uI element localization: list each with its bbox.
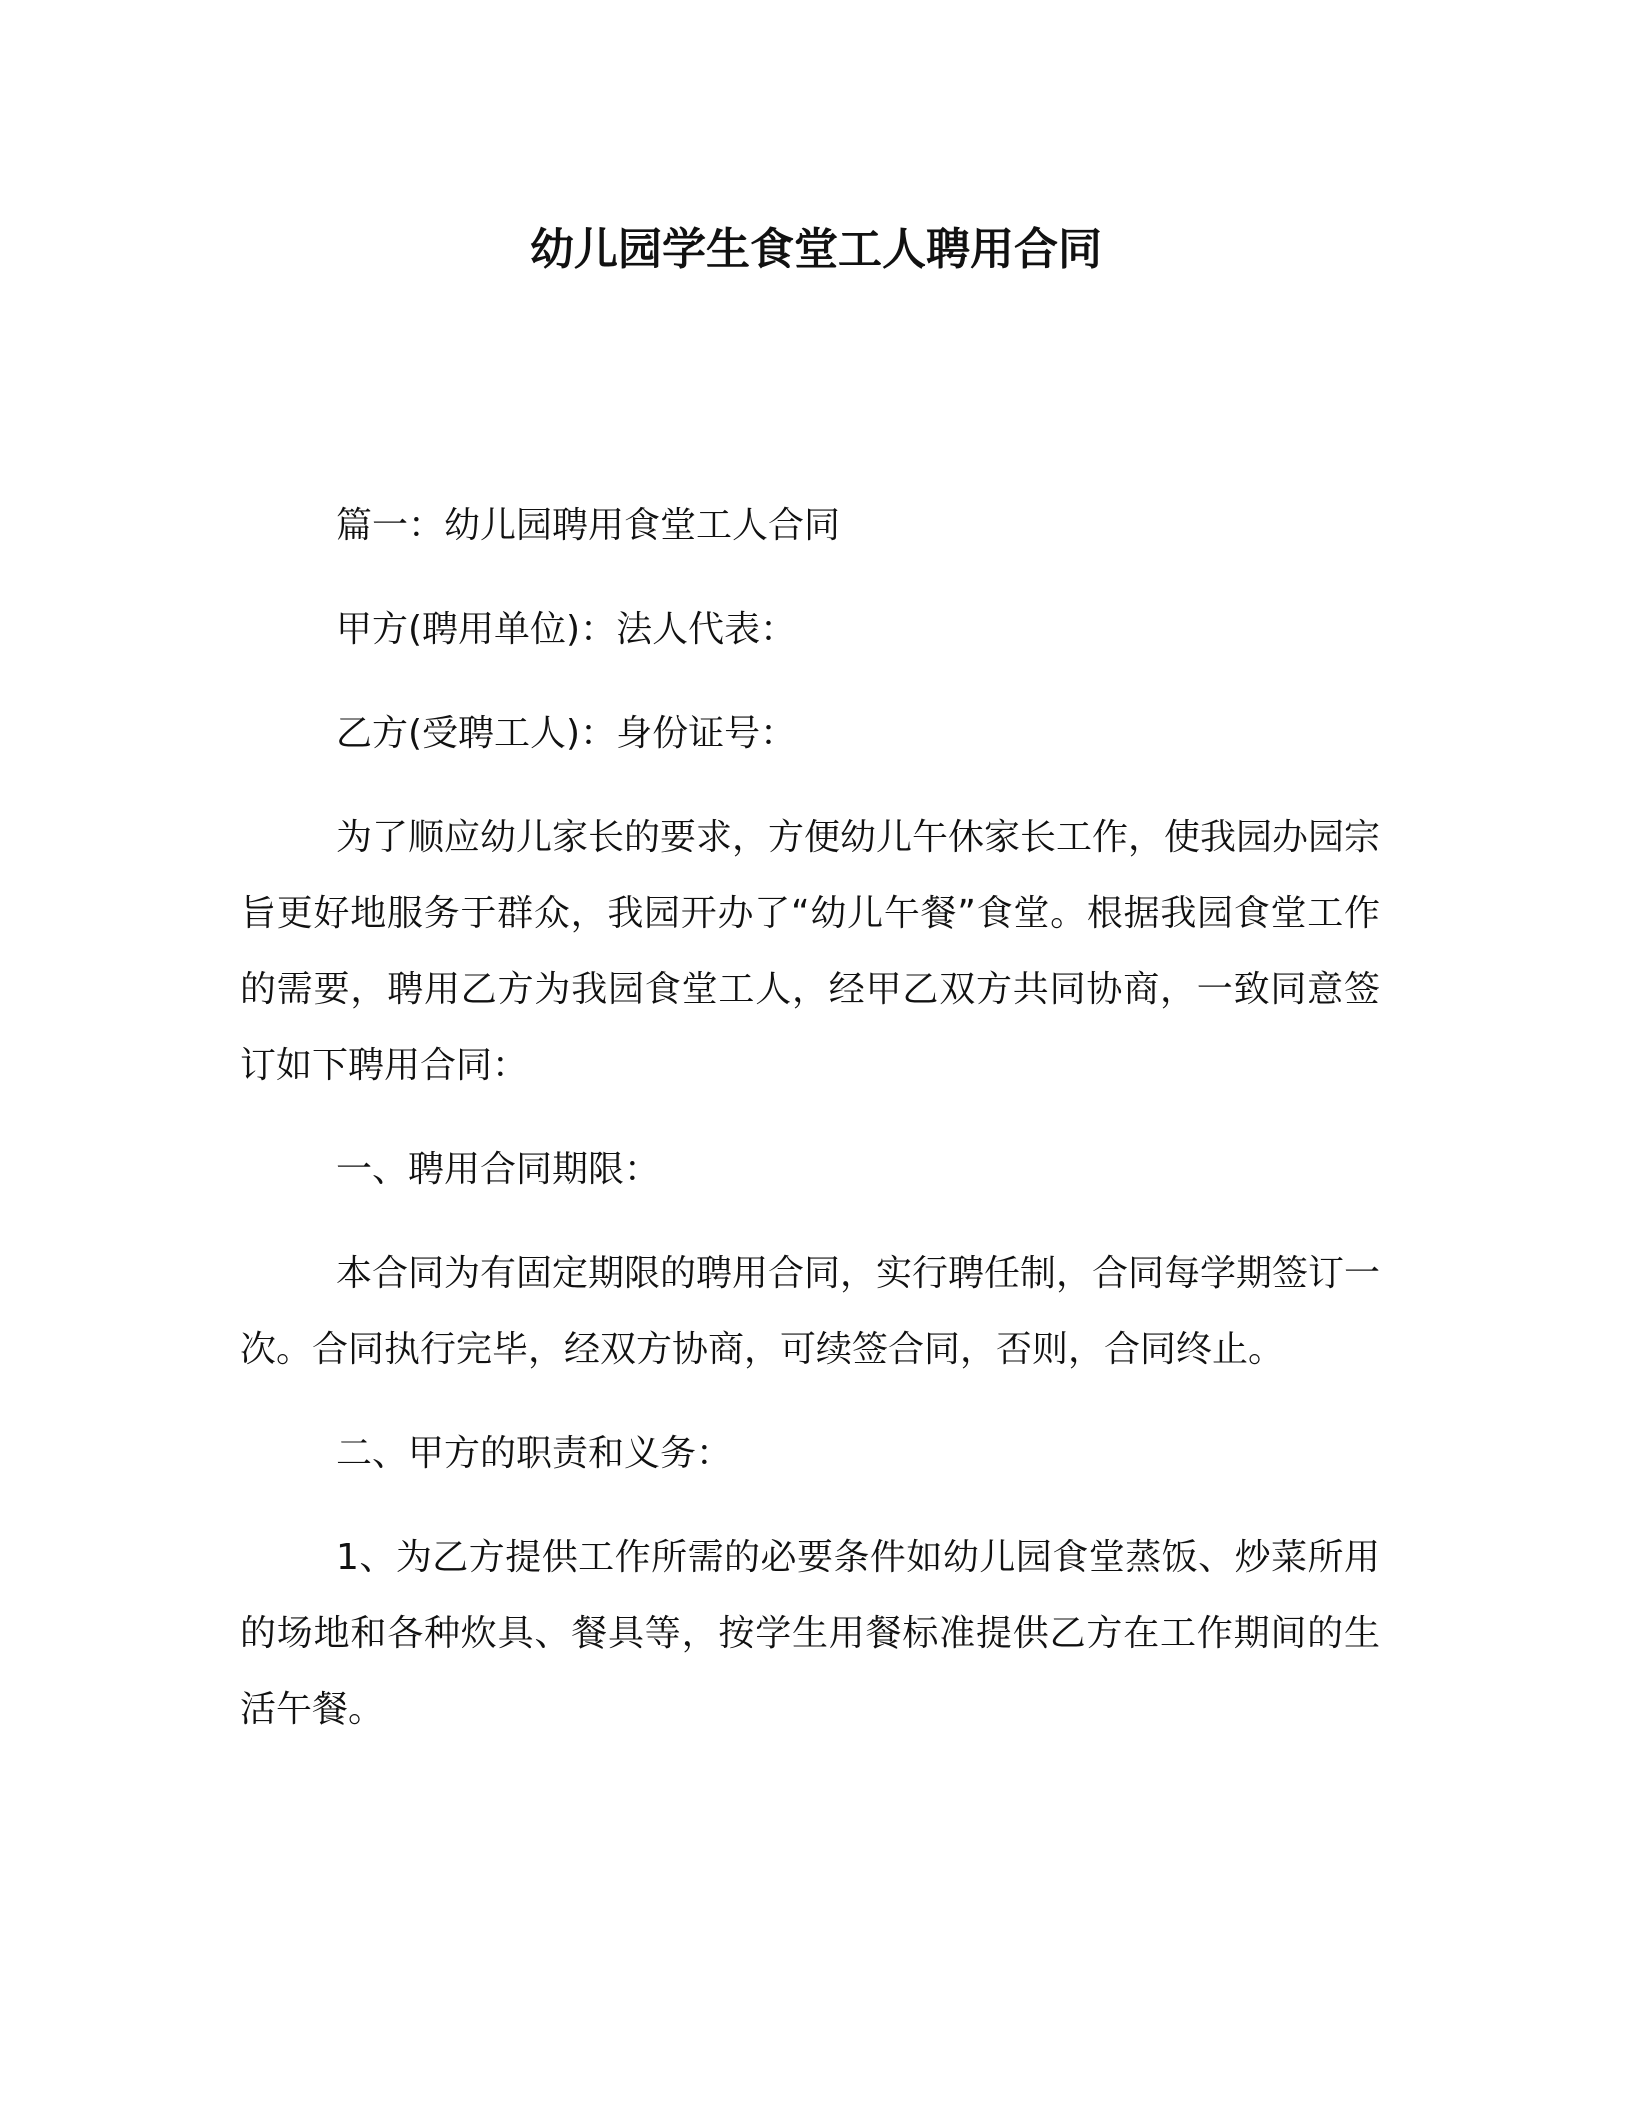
document-body [240, 488, 1380, 1776]
term-paragraph: 本合同为有固定期限的聘用合同，实行聘任制，合同每学期签订一次。合同执行完毕，经双方协商，可续签合同，否则，合同终止。 [240, 1253, 1381, 1370]
section-heading-party-a-duties: 二、甲方的职责和义务： [336, 1433, 733, 1474]
section-heading-term: 一、聘用合同期限： [336, 1149, 661, 1190]
party-a-line: 甲方(聘用单位)：法人代表： [336, 609, 797, 650]
intro-paragraph: 为了顺应幼儿家长的要求，方便幼儿午休家长工作，使我园办园宗旨更好地服务于群众，我园开办了“幼儿午餐”食堂。根据我园食堂工作的需要，聘用乙方为我园食堂工人，经甲乙双方共同协商，一致同意签订如下聘用合同： [240, 817, 1381, 1086]
party-b-line: 乙方(受聘工人)：身份证号： [336, 713, 797, 754]
section-heading-part-one: 篇一：幼儿园聘用食堂工人合同 [336, 505, 841, 546]
document-title: 幼儿园学生食堂工人聘用合同 [530, 224, 1102, 275]
duty-item-1: 1、为乙方提供工作所需的必要条件如幼儿园食堂蒸饭、炒菜所用的场地和各种炊具、餐具等，按学生用餐标准提供乙方在工作期间的生活午餐。 [240, 1537, 1380, 1730]
